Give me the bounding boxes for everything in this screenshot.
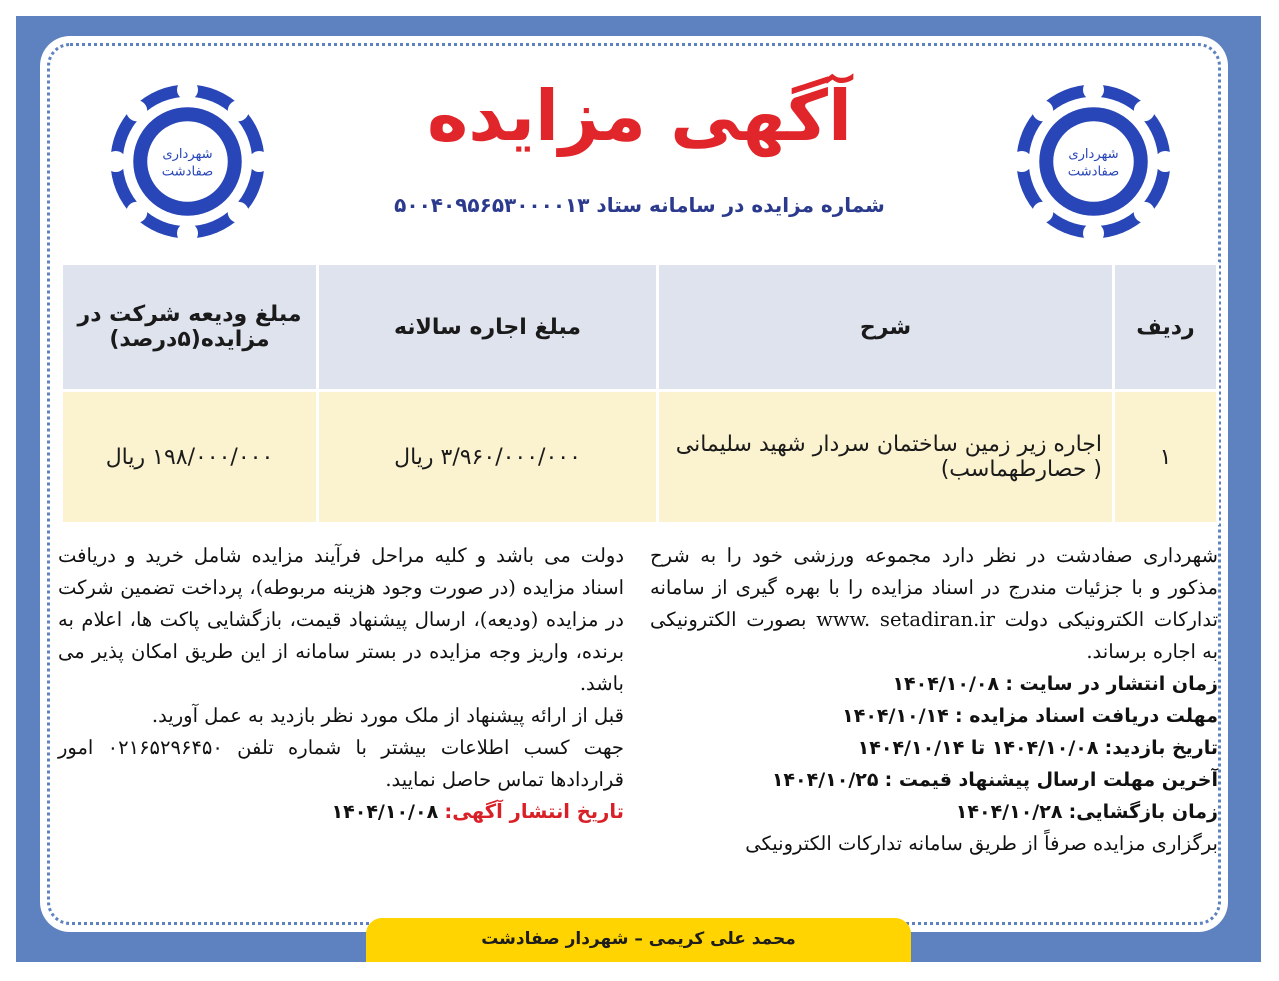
- row-number: ۱: [1114, 391, 1218, 524]
- signature-banner: محمد علی کریمی – شهردار صفادشت: [366, 918, 911, 962]
- bid-deadline-value: ۱۴۰۴/۱۰/۲۵: [771, 769, 879, 791]
- auction-table: [60, 262, 1219, 525]
- logo-text-bottom: صفادشت: [161, 164, 214, 180]
- contact-info: جهت کسب اطلاعات بیشتر با شماره تلفن ۰۲۱۶۵۲۹۶۴۵۰ امور قراردادها تماس حاصل نمایید.: [58, 736, 624, 791]
- ad-date-value: ۱۴۰۴/۱۰/۰۸: [331, 801, 439, 823]
- visit-date-label: تاریخ بازدید:: [1104, 737, 1218, 759]
- column-header: مبلغ ودیعه شرکت در مزایده(۵درصد): [62, 264, 318, 391]
- logo-text-bottom: صفادشت: [1067, 164, 1120, 180]
- visit-note: قبل از ارائه پیشنهاد از ملک مورد نظر بازدید به عمل آورید.: [151, 704, 624, 727]
- opening-date-line: [650, 796, 1218, 828]
- process-paragraph-start: برگزاری مزایده صرفاً از طریق سامانه تدارکات الکترونیکی: [745, 832, 1218, 855]
- auction-number: شماره مزایده در سامانه ستاد ۵۰۰۴۰۹۵۶۵۳۰۰۰۰۱۳: [394, 193, 885, 217]
- row-description: اجاره زیر زمین ساختمان سردار شهید سلیمانی ( حصارطهماسب): [658, 391, 1114, 524]
- table-header-row: [62, 264, 1218, 391]
- opening-date-value: ۱۴۰۴/۱۰/۲۸: [955, 801, 1063, 823]
- notice-title: آگهی مزایده: [426, 75, 853, 157]
- ad-date-line: [58, 796, 624, 828]
- column-header: مبلغ اجاره سالانه: [318, 264, 658, 391]
- visit-date-line: [650, 732, 1218, 764]
- docs-deadline-line: [650, 700, 1218, 732]
- text-column-right: [650, 540, 1218, 860]
- logo-text-top: شهرداری: [162, 147, 213, 162]
- deposit-amount: ۱۹۸/۰۰۰/۰۰۰ ریال: [62, 391, 318, 524]
- bid-deadline-label: آخرین مهلت ارسال پیشنهاد قیمت :: [884, 769, 1218, 791]
- docs-deadline-label: مهلت دریافت اسناد مزایده :: [954, 705, 1218, 727]
- process-paragraph-continued: دولت می باشد و کلیه مراحل فرآیند مزایده شامل خرید و دریافت اسناد مزایده (در صورت وجود هزینه مربوطه)، پرداخت تضمین شرکت در مزایده (ودیعه)، ارسال پیشنهاد قیمت، بازگشایی پاکت ها، اعلام به برنده، واریز وجه مزایده در بستر سامانه از این طریق امکان پذیر می باشد.: [58, 544, 624, 695]
- annual-rent-amount: ۳/۹۶۰/۰۰۰/۰۰۰ ریال: [318, 391, 658, 524]
- publish-date-value: ۱۴۰۴/۱۰/۰۸: [892, 673, 1000, 695]
- column-header: ردیف: [1114, 264, 1218, 391]
- table-row: [62, 391, 1218, 524]
- opening-date-label: زمان بازگشایی:: [1068, 801, 1218, 823]
- logo-text-top: شهرداری: [1068, 147, 1119, 162]
- publish-date-label: زمان انتشار در سایت :: [1005, 673, 1218, 695]
- text-column-left: [58, 540, 624, 828]
- ad-date-label: تاریخ انتشار آگهی:: [444, 800, 624, 823]
- bid-deadline-line: [650, 764, 1218, 796]
- column-header: شرح: [658, 264, 1114, 391]
- visit-date-value: ۱۴۰۴/۱۰/۰۸ تا ۱۴۰۴/۱۰/۱۴: [857, 737, 1099, 759]
- docs-deadline-value: ۱۴۰۴/۱۰/۱۴: [842, 705, 949, 727]
- publish-date-line: [650, 668, 1218, 700]
- intro-paragraph: شهرداری صفادشت در نظر دارد مجموعه ورزشی خود را به شرح مذکور و با جزئیات مندرج در اسناد مزایده را با بهره گیری از سامانه تدارکات الکترونیکی دولت www. setadiran.ir بصورت الکترونیکی به اجاره برساند.: [650, 544, 1218, 663]
